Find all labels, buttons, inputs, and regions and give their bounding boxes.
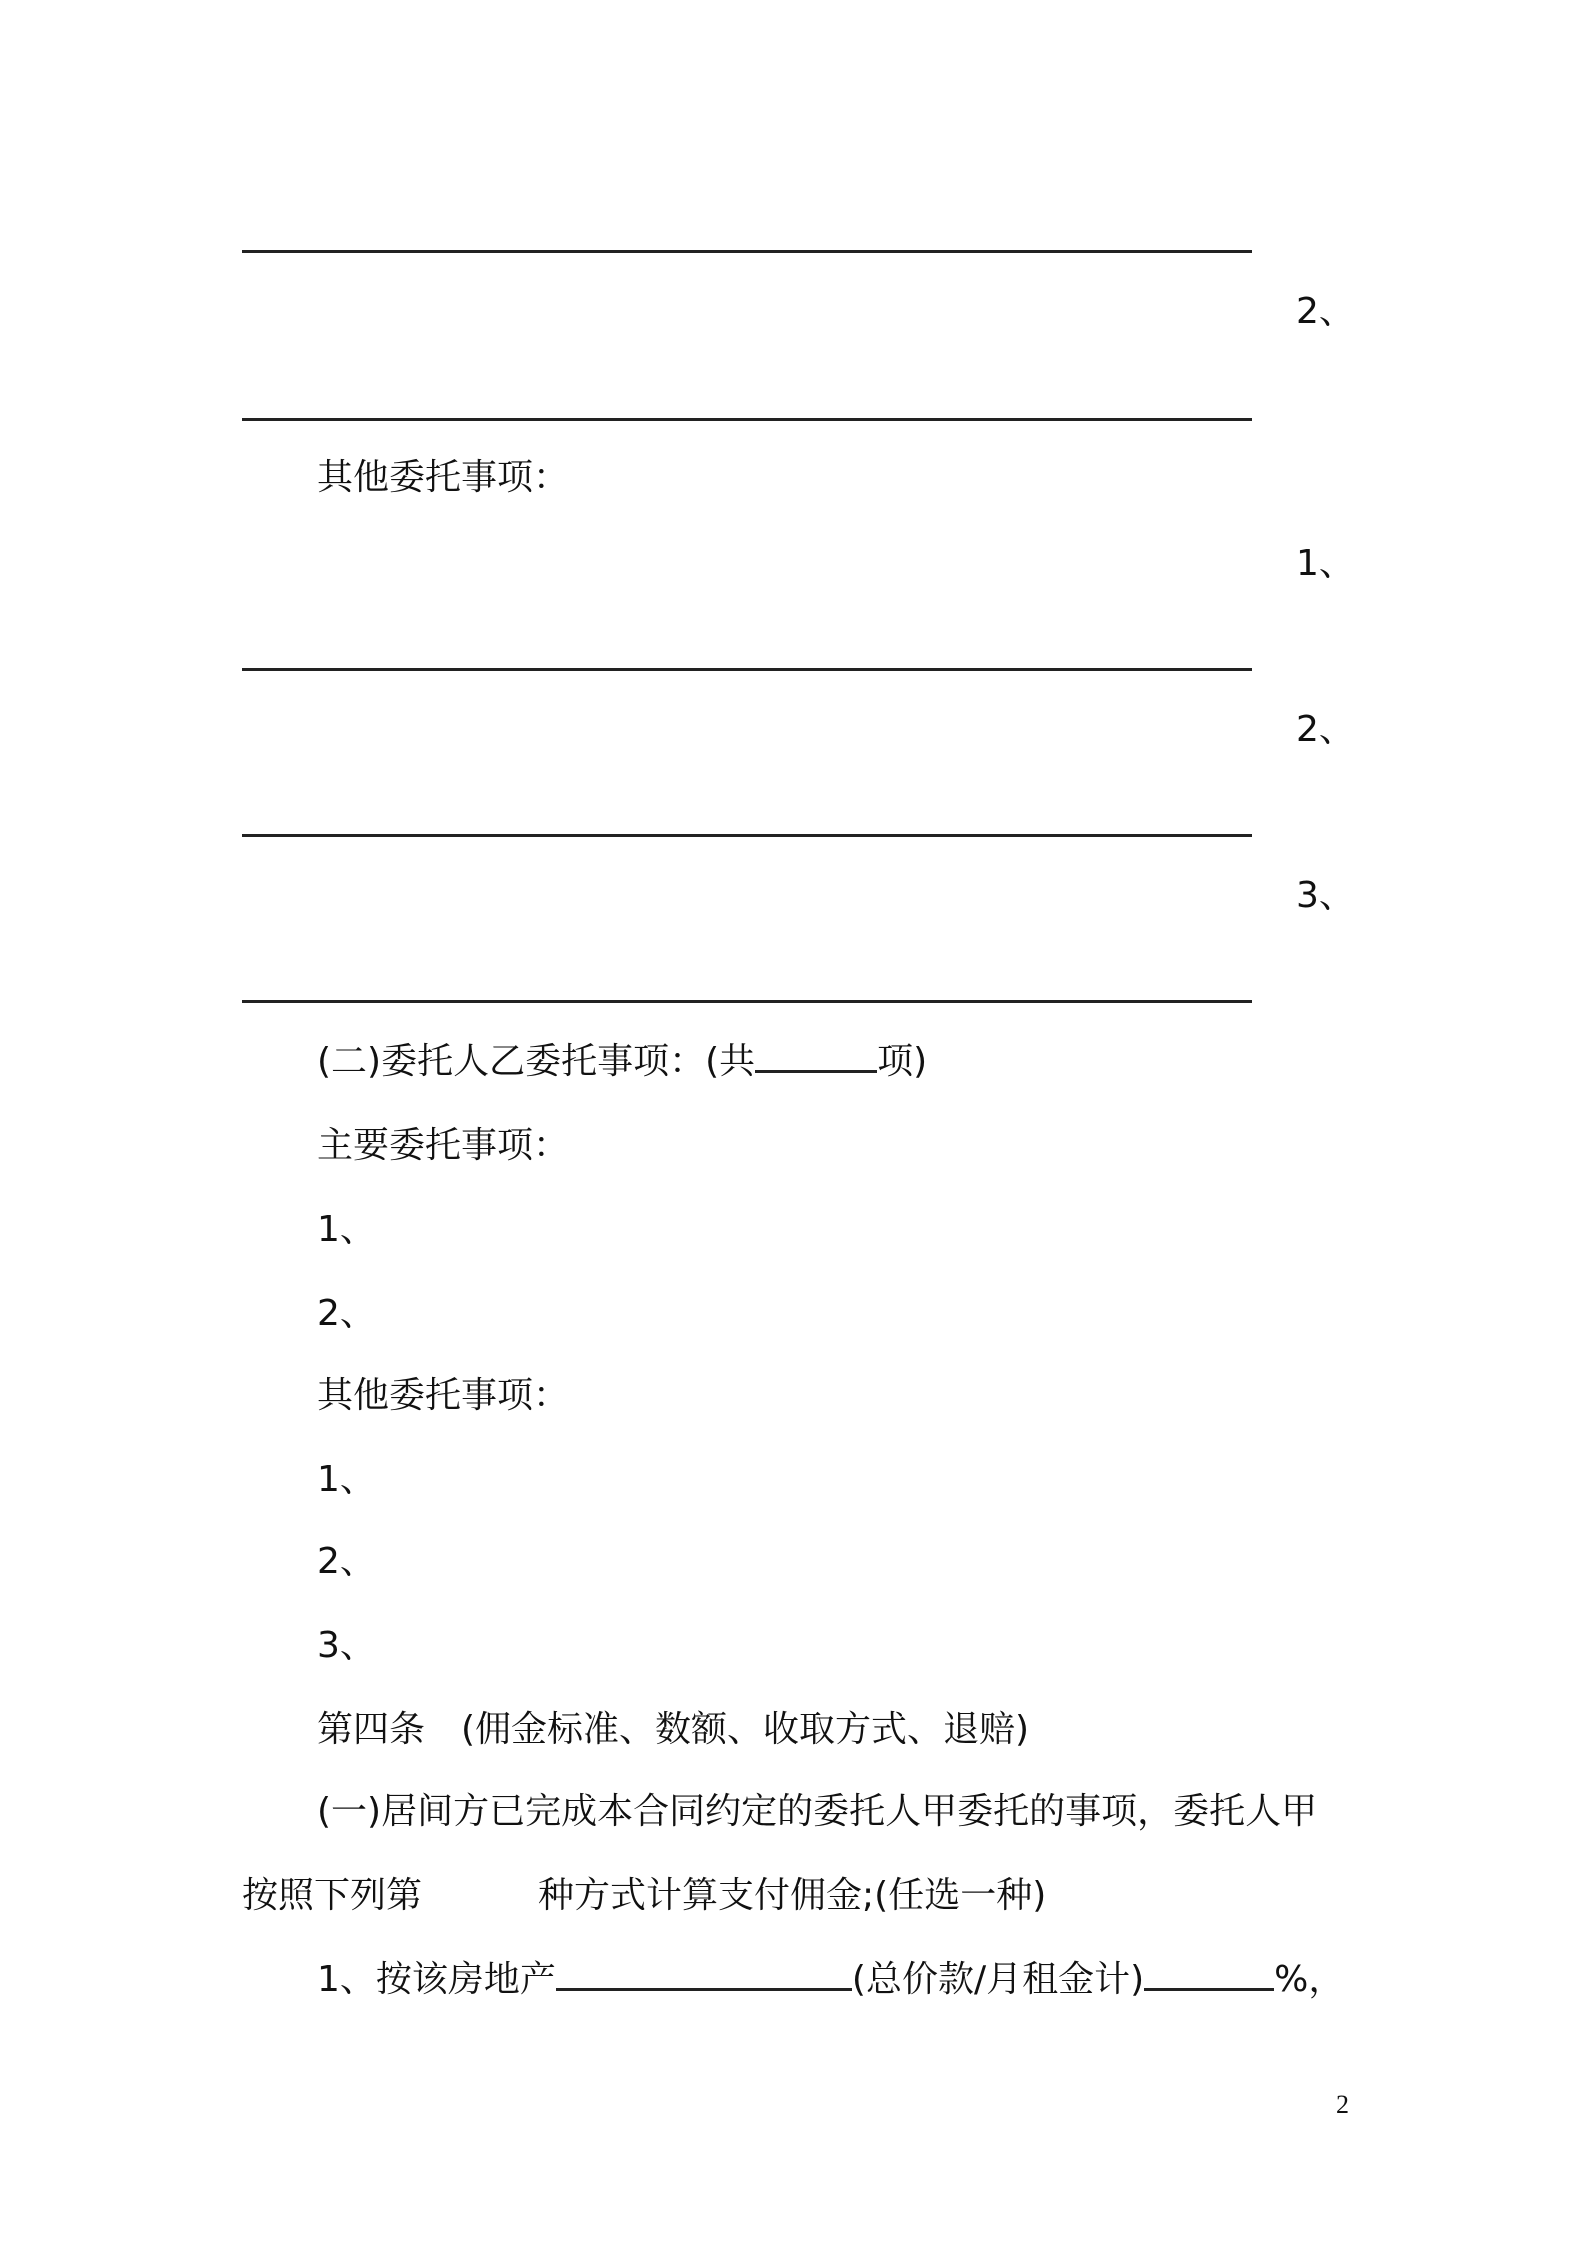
list-number: 3、 <box>317 1625 376 1666</box>
paragraph-line: (一)居间方已完成本合同约定的委托人甲委托的事项，委托人甲 <box>317 1791 1318 1832</box>
item-text: %， <box>1274 1959 1345 2000</box>
fill-line <box>242 250 1252 253</box>
blank-percent <box>1144 1958 1274 1991</box>
fill-line <box>242 418 1252 421</box>
list-number: 1、 <box>317 1459 376 1500</box>
item-1-line <box>317 1958 1344 2002</box>
fill-line <box>242 668 1252 671</box>
other-items-heading: 其他委托事项： <box>317 457 570 498</box>
other-items-heading: 其他委托事项： <box>317 1375 570 1416</box>
fill-line <box>242 1000 1252 1003</box>
list-number: 1、 <box>317 1209 376 1250</box>
article-4-heading: 第四条 (佣金标准、数额、收取方式、退赔) <box>317 1709 1030 1750</box>
list-number: 2、 <box>317 1541 376 1582</box>
list-number: 3、 <box>1296 875 1355 916</box>
blank-count <box>755 1040 877 1073</box>
main-items-heading: 主要委托事项： <box>317 1125 570 1166</box>
section-2-suffix: 项) <box>877 1041 928 1082</box>
blank-amount <box>556 1958 852 1991</box>
section-2-heading <box>317 1040 927 1084</box>
list-number: 2、 <box>1296 709 1355 750</box>
paragraph-text: 按照下列第 <box>242 1875 423 1916</box>
section-2-label: (二)委托人乙委托事项：(共 <box>317 1041 756 1082</box>
item-text: 1、按该房地产 <box>317 1959 556 2000</box>
list-number: 2、 <box>1296 291 1355 332</box>
page-number: 2 <box>1336 2090 1349 2119</box>
paragraph-line <box>242 1874 1046 1918</box>
list-number: 1、 <box>1296 543 1355 584</box>
fill-line <box>242 834 1252 837</box>
list-number: 2、 <box>317 1293 376 1334</box>
paragraph-text: 种方式计算支付佣金;(任选一种) <box>538 1875 1047 1916</box>
item-text: (总价款/月租金计) <box>851 1959 1145 2000</box>
